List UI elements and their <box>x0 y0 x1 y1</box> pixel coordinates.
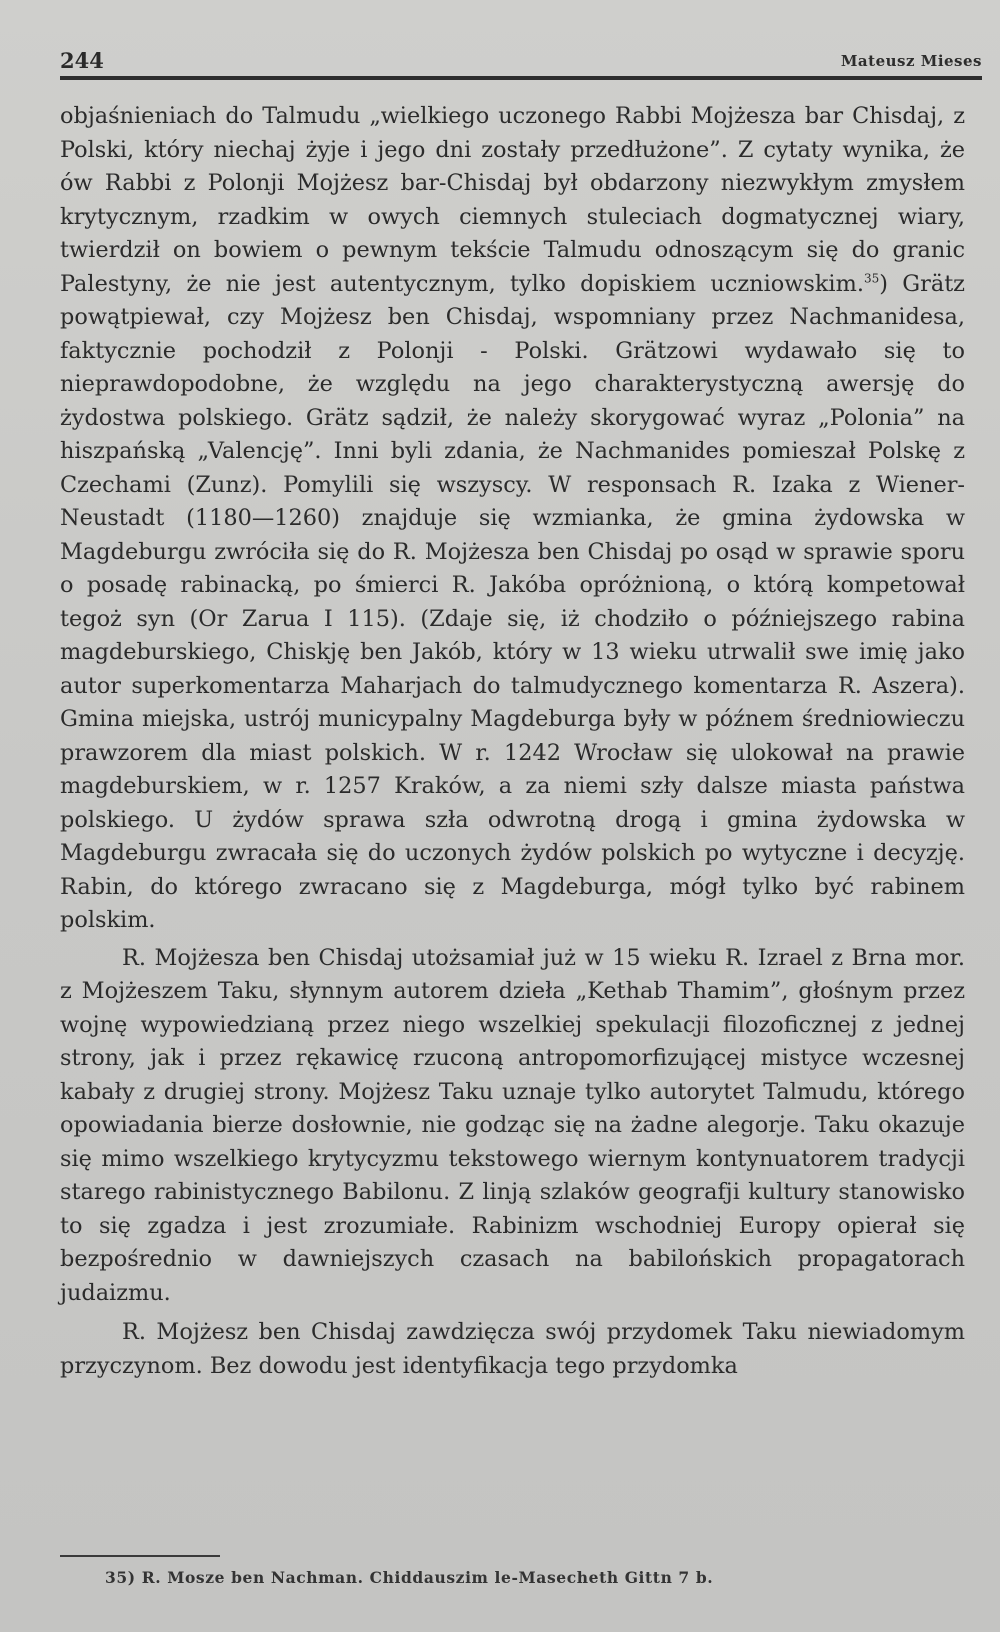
footnote-rule <box>60 1555 220 1557</box>
page-number: 244 <box>60 48 104 73</box>
footnote-reference: 35 <box>863 271 880 286</box>
page-header <box>60 44 982 74</box>
footnote-marker: 35) <box>105 1568 136 1587</box>
paragraph-3: R. Mojżesz ben Chisdaj zawdzięcza swój przydomek Taku niewiadomym przyczynom. Bez dowodu jest identyfikacja tego przydomka <box>60 1319 965 1379</box>
header-rule <box>60 76 982 80</box>
paragraph-1-text-before: objaśnieniach do Talmudu „wielkiego uczonego Rabbi Mojżesza bar Chisdaj, z Polski, który niechaj żyje i jego dni zostały przedłużone”. Z cytaty wynika, że ów Rabbi z Polonji Mojżesz bar-Chisdaj był obdarzony niezwykłym zmysłem krytycznym, rzadkim w owych ciemnych stuleciach dogmatycznej wiary, twierdził on bowiem o pewnym tekście Talmudu odnoszącym się do granic Palestyny, że nie jest autentycznym, tylko dopiskiem uczniowskim. <box>60 103 965 297</box>
footnote-text: R. Mosze ben Nachman. Chiddauszim le-Masecheth Gittn 7 b. <box>141 1568 714 1587</box>
body-text <box>60 100 965 1383</box>
paragraph-1-text-after: ) Grätz powątpiewał, czy Mojżesz ben Chisdaj, wspomniany przez Nachmanidesa, faktycznie pochodził z Polonji - Polski. Grätzowi wydawało się to nieprawdopodobne, że względu na jego charakterystyczną awersję do żydostwa polskiego. Grätz sądził, że należy skorygować wyraz „Polonia” na hiszpańską „Valencję”. Inni byli zdania, że Nachmanides pomieszał Polskę z Czechami (Zunz). Pomylili się wszyscy. W responsach R. Izaka z Wiener-Neustadt (1180—1260) znajduje się wzmianka, że gmina żydowska w Magdeburgu zwróciła się do R. Mojżesza ben Chisdaj po osąd w sprawie sporu o posadę rabinacką, po śmierci R. Jakóba opróżnioną, o którą kompetował tegoż syn (Or Zarua I 115). (Zdaje się, iż chodziło o późniejszego rabina magdeburskiego, Chiskję ben Jakób, który w 13 wieku utrwalił swe imię jako autor superkomentarza Maharjach do talmudycznego komentarza R. Aszera). Gmina miejska, ustrój municypalny Magdeburga były w późnem średniowieczu prawzorem dla miast polskich. W r. 1242 Wrocław się ulokował na prawie magdeburskiem, w r. 1257 Kraków, a za niemi szły dalsze miasta państwa polskiego. U żydów sprawa szła odwrotną drogą i gmina żydowska w Magdeburgu zwracała się do uczonych żydów polskich po wytyczne i decyzję. Rabin, do którego zwracano się z Magdeburga, mógł tylko być rabinem polskim. <box>60 270 965 933</box>
paragraph-2: R. Mojżesza ben Chisdaj utożsamiał już w 15 wieku R. Izrael z Brna mor. z Mojżeszem Taku, słynnym autorem dzieła „Kethab Thamim”, głośnym przez wojnę wypowiedzianą przez niego wszelkiej spekulacji filozoficznej z jednej strony, jak i przez rękawicę rzuconą antropomorfizującej mistyce wczesnej kabały z drugiej strony. Mojżesz Taku uznaje tylko autorytet Talmudu, którego opowiadania bierze dosłownie, nie godząc się na żadne alegorje. Taku okazuje się mimo wszelkiego krytycyzmu tekstowego wiernym kontynuatorem tradycji starego rabinistycznego Babilonu. Z linją szlaków geografji kultury stanowisko to się zgadza i jest zrozumiałe. Rabinizm wschodniej Europy opierał się bezpośrednio w dawniejszych czasach na babilońskich propagatorach judaizmu. <box>60 944 965 1306</box>
footnote <box>105 1568 713 1587</box>
running-head: Mateusz Mieses <box>840 52 982 70</box>
paragraph-1 <box>60 100 965 938</box>
